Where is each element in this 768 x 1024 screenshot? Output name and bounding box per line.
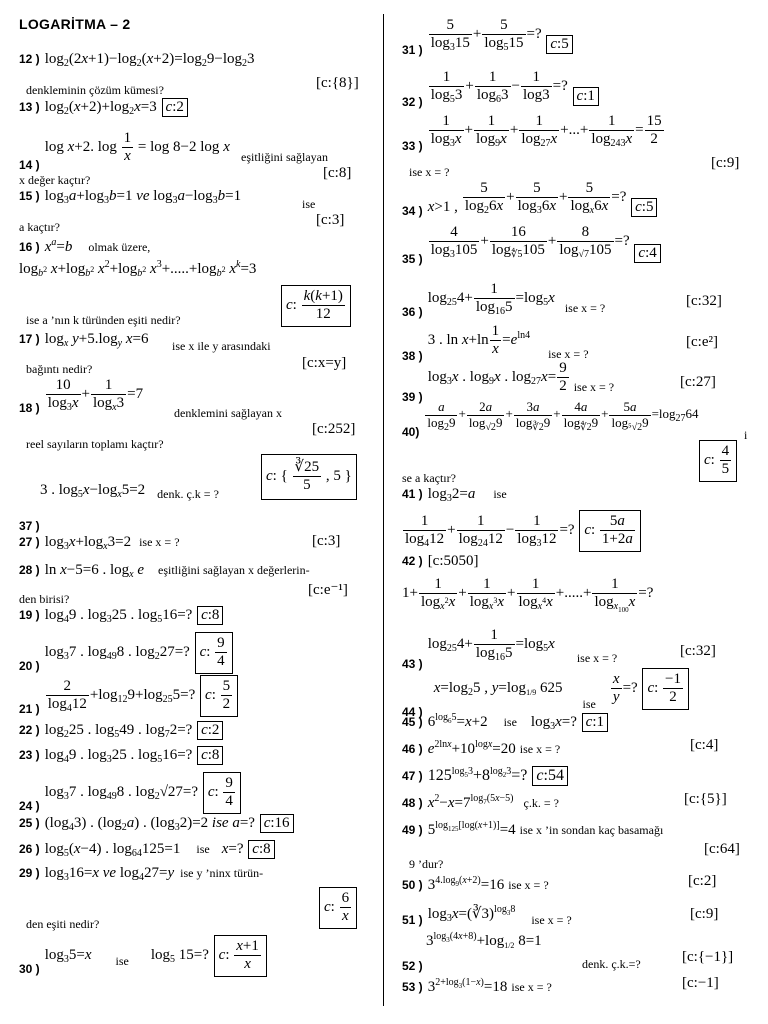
tail-40: i <box>744 428 748 442</box>
mid-53: ise x = ? <box>511 980 552 994</box>
problem-number: 25 ) <box>19 816 40 830</box>
answer-48: [c:{5}] <box>684 791 727 807</box>
mid-28: eşitliğini sağlayan x değerlerin- <box>158 563 310 577</box>
mid-49: ise x ’in sondan kaç basamağı <box>519 823 664 837</box>
note-14: x değer kaçtır? <box>19 173 91 187</box>
problem-21: 21 ) $\frac{2}{\log_412}$ $+\log_{12}9+\log_{25}5=$? c: $\frac{5}{2}$ <box>19 675 239 717</box>
answer-51: [c:9] <box>690 906 719 922</box>
problem-52-number: 52 ) <box>402 959 423 973</box>
problem-20: 20 ) $\log_37$ . $\log_{49}8$ . $\log_227=$? c: $\frac{9}{4}$ <box>19 632 234 674</box>
problem-26: 26 ) $\log_5(x-4)$ . $\log_{64}125=1$ ise x=? c:8 <box>19 840 276 859</box>
problem-number: 48 ) <box>402 796 423 810</box>
mid-27: ise x = ? <box>139 535 180 549</box>
problem-37-number: 37 ) <box>19 519 40 533</box>
note-17: bağıntı nedir? <box>26 362 93 376</box>
problem-number: 22 ) <box>19 723 40 737</box>
problem-number: 19 ) <box>19 608 40 622</box>
problem-52: $3^{log_3(4x+8)}+\log_{1/2}$ 8=1 <box>426 931 542 950</box>
answer-50: [c:2] <box>688 873 717 889</box>
problem-35: 35 ) $\frac{4}{\log_3105}$ + $\frac{16}{\log_{∜5}105}$ + $\frac{8}{\log_{√7}105}$ =? c:4 <box>402 224 662 266</box>
mid-16: olmak üzere, <box>88 240 151 254</box>
problem-number: 42 ) <box>402 554 423 568</box>
problem-45: 45 ) $6^{log_65}=x+2$ ise $\log_3x=$? c:1 <box>402 713 609 732</box>
problem-number: 31 ) <box>402 43 423 58</box>
problem-number: 41 ) <box>402 487 423 501</box>
problem-34: 34 ) x>1 , $\frac{5}{\log_26x}$ + $\frac{5}{\log_36x}$ + $\frac{5}{\log_x6x}$ =? c:5 <box>402 180 658 218</box>
problem-25: 25 ) $(\log_43)$ . $(\log_2a)$ . $(\log_32)=2$ ise a=? c:16 <box>19 814 295 833</box>
problem-27: 27 ) $\log_3x+\log_x3=2$ ise x = ? <box>19 534 180 552</box>
problem-number: 38 ) <box>402 349 423 364</box>
problem-41: 41 ) $\log_32=a$ ise <box>402 486 507 504</box>
answer-40: c: $\frac{4}{5}$ <box>698 440 738 482</box>
page-title: LOGARİTMA – 2 <box>19 16 131 32</box>
note-28: den birisi? <box>19 592 70 606</box>
problem-number: 18 ) <box>19 401 40 416</box>
answer-16: c: $\frac{k(k+1)}{12}$ <box>280 285 352 327</box>
note-49: 9 ’dur? <box>409 857 444 871</box>
problem-number: 27 ) <box>19 535 40 549</box>
problem-22: 22 ) $\log_225$ . $\log_549$ . $\log_72=$? c:2 <box>19 721 224 740</box>
problem-number: 16 ) <box>19 240 40 254</box>
problem-50: 50 ) $3^{4.log_9(x+2)}=16$ ise x = ? <box>402 875 549 893</box>
problem-13: 13 ) $\log_2(x+2)+\log_2x=3$ c:2 <box>19 98 189 117</box>
mid-14: eşitliğini sağlayan <box>241 150 328 164</box>
problem-number: 28 ) <box>19 563 40 577</box>
answer-28: [c:e⁻¹] <box>308 582 348 598</box>
problem-53: 53 ) $3^{2+log_3(1-x)}=18$ ise x = ? <box>402 977 552 995</box>
problem-44: 44 ) $x=\log_25$ , $y=\log_{1/9}$ 625 $_{ise}$ $\frac{x}{y}$ =? c: $\frac{-1}{2}$ <box>402 668 690 719</box>
mid-37: denk. ç.k = ? <box>157 487 219 501</box>
answer-36: [c:32] <box>686 293 722 309</box>
problem-number: 26 ) <box>19 842 40 856</box>
note-29: den eşiti nedir? <box>26 917 100 931</box>
problem-16-line2: $\log_{b^2} x+\log_{b^2}$ $x^2+\log_{b^2}$ $x^3+.....+\log_{b^2}$ $x^k=3$ <box>19 259 257 279</box>
problem-31: 31 ) $\frac{5}{\log_315}$ + $\frac{5}{\log_515}$ =? c:5 <box>402 17 574 57</box>
problem-number: 24 ) <box>19 799 40 814</box>
mid-48: ç.k. = ? <box>523 796 559 810</box>
mid-45: ise <box>503 715 517 729</box>
answer-29: c: $\frac{6}{x}$ <box>318 887 358 929</box>
answer-12: [c:{8}] <box>316 75 359 91</box>
answer-33: [c:9] <box>711 155 740 171</box>
problem-number: 53 ) <box>402 980 423 994</box>
mid-15: ise <box>302 197 316 211</box>
problem-43: 43 ) $\log_{25}4+$ $\frac{1}{\log_{16}5}$ $=\log_5x$ $_{ise x = ?}$ <box>402 627 618 672</box>
problem-number: 33 ) <box>402 139 423 154</box>
problem-number: 20 ) <box>19 659 40 674</box>
problem-48: 48 ) $x^2-x=7^{log_7(5x-5)}$ ç.k. = ? <box>402 793 559 811</box>
note-16: ise a ’nın k türünden eşiti nedir? <box>26 313 181 327</box>
mid-30: ise <box>115 954 129 969</box>
problem-39: 39 ) $\log_3x$ . $\log_9x$ . $\log_{27}x=$ $\frac{9}{2}$ $_{ise x = ?}$ <box>402 360 615 405</box>
problem-32: 32 ) $\frac{1}{\log_53}$ + $\frac{1}{\log_63}$ − $\frac{1}{\log 3}$ =? c:1 <box>402 69 600 109</box>
problem-number: 50 ) <box>402 878 423 892</box>
answer-39: [c:27] <box>680 374 716 390</box>
problem-40: 40) $\frac{a}{\log_29}$ + $\frac{2a}{\log_{√2}9}$ + $\frac{3a}{\log_{∛2}9}$ + $\frac{4a}{\log_{∜2}9}$ + $\frac{5a}{\log_{^5√2}9}$ $=\log_{27}64$ <box>402 399 699 440</box>
problem-number: 30 ) <box>19 962 40 977</box>
mid-52: denk. ç.k.=? <box>582 957 641 971</box>
problem-number: 15 ) <box>19 189 40 203</box>
problem-number: 39 ) <box>402 390 423 405</box>
note-33: ise x = ? <box>409 165 450 179</box>
answer-49: [c:64] <box>704 841 740 857</box>
problem-41-line2: $\frac{1}{\log_412}$ + $\frac{1}{\log_{24}12}$ − $\frac{1}{\log_312}$ =? c: $\frac{5a}{1+2a}$ <box>402 510 642 552</box>
problem-33: 33 ) $\frac{1}{\log_3x}$ + $\frac{1}{\log_9x}$ + $\frac{1}{\log_{27}x}$ +...+ $\frac{1}{\log_{243}x}$ = $\frac{15}{2}$ <box>402 113 662 154</box>
problem-42-line2: 1+ $\frac{1}{\log_{x^2}x}$ + $\frac{1}{\log_{x^3}x}$ + $\frac{1}{\log_{x^4}x}$ +.....+ $\frac{1}{\log_{x_{100}}x}$ =? <box>402 576 654 615</box>
problem-number: 17 ) <box>19 332 40 346</box>
problem-12: 12 ) $\log_2(2x+1)-\log_2(x+2)=\log_29-\log_23$ <box>19 51 255 69</box>
problem-number: 45 ) <box>402 715 423 729</box>
mid-44: ise <box>582 697 596 712</box>
problem-number: 47 ) <box>402 769 423 783</box>
answer-43: [c:32] <box>680 643 716 659</box>
problem-17: 17 ) $\log_x y+5.\log_y$ x=6 <box>19 331 149 349</box>
mid-50: ise x = ? <box>508 878 549 892</box>
problem-number: 51 ) <box>402 913 423 927</box>
problem-number: 12 ) <box>19 52 40 66</box>
mid-39: ise x = ? <box>573 380 615 395</box>
mid-17: ise x ile y arasındaki <box>172 339 271 353</box>
problem-number: 29 ) <box>19 866 40 880</box>
note-40: se a kaçtır? <box>402 471 456 485</box>
mid-18: denklemini sağlayan x <box>174 406 282 420</box>
problem-24: 24 ) $\log_37$ . $\log_{49}8$ . $\log_2√27=$? c: $\frac{9}{4}$ <box>19 772 242 814</box>
problem-36: 36 ) $\log_{25}4+$ $\frac{1}{\log_{16}5}$ $=\log_5x$ $_{ise x = ?}$ <box>402 281 606 320</box>
problem-42 <box>402 552 479 570</box>
problem-23: 23 ) $\log_49$ . $\log_325$ . $\log_516=$? c:8 <box>19 746 224 765</box>
mid-46: ise x = ? <box>519 742 561 756</box>
problem-number: 23 ) <box>19 748 40 762</box>
note-12: denkleminin çözüm kümesi? <box>26 83 164 97</box>
problem-number: 34 ) <box>402 204 423 219</box>
answer-17: [c:x=y] <box>302 355 347 371</box>
answer-15: [c:3] <box>316 212 345 228</box>
answer-46: [c:4] <box>690 737 719 753</box>
problem-49: 49 ) $5^{log_{125}[log(x+1)]}=4$ ise x ’in sondan kaç basamağı <box>402 820 664 838</box>
problem-15: 15 ) $\log_3a+\log_3b=1$ ve $\log_3a-\log_3b=1$ <box>19 188 242 206</box>
answer-14: [c:8] <box>323 165 352 181</box>
problem-number: 44 ) <box>402 705 423 720</box>
answer-52: [c:{−1}] <box>682 949 734 965</box>
answer-37: c: { $\frac{∛25}{5}$ , 5 } <box>260 454 358 500</box>
problem-19: 19 ) $\log_49$ . $\log_325$ . $\log_516=$? c:8 <box>19 606 224 625</box>
problem-number: 14 ) <box>19 158 40 173</box>
mid-36: ise x = ? <box>564 301 606 316</box>
problem-47: 47 ) $125^{log_53}+8^{log_23}=$? c:54 <box>402 766 569 786</box>
mid-38: ise x = ? <box>548 347 589 362</box>
problem-number: 49 ) <box>402 823 423 837</box>
mid-41: ise <box>493 487 507 501</box>
answer-38: [c:e²] <box>686 334 718 350</box>
problem-number: 13 ) <box>19 100 40 114</box>
problem-number: 21 ) <box>19 702 40 717</box>
problem-51: 51 ) $\log_3x=(∛3)^{log_38}$ $_{ise x = ?}$ <box>402 904 572 927</box>
problem-18: 18 ) $\frac{10}{\log_3x}$ + $\frac{1}{\log_x3}$ =7 <box>19 377 144 416</box>
note-15: a kaçtır? <box>19 220 60 234</box>
problem-number: 36 ) <box>402 305 423 320</box>
answer-42: [c:5050] <box>427 553 479 569</box>
problem-number: 46 ) <box>402 742 423 756</box>
answer-27: [c:3] <box>312 533 341 549</box>
problem-46: 46 ) $e^{2lnx}+10^{logx}=20$ ise x = ? <box>402 739 561 757</box>
problem-30: 30 ) $\log_35=x$ $_{ise}$ $\log_5 15=$? c: $\frac{x+1}{x}$ <box>19 935 268 977</box>
mid-51: ise x = ? <box>531 913 572 927</box>
problem-28: 28 ) ln x−5=6 . $\log_x e$ eşitliğini sağlayan x değerlerin- <box>19 562 310 580</box>
answer-53: [c:−1] <box>682 975 719 991</box>
problem-38: 38 ) 3 . ln x+ln $\frac{1}{x}$ $=e^{ln4}$ $_{ise x = ?}$ <box>402 323 589 364</box>
mid-29: ise y ’ninx türün- <box>180 866 264 880</box>
answer-18: [c:252] <box>312 421 356 437</box>
note-18: reel sayıların toplamı kaçtır? <box>26 437 164 451</box>
problem-37: 3 . $\log_5x-\log_x5=2$ $_{denk. ç.k = ?}$ <box>40 482 219 501</box>
mid-26: ise <box>196 842 210 856</box>
problem-number: 40) <box>402 425 420 440</box>
problem-number: 32 ) <box>402 95 423 110</box>
problem-number: 35 ) <box>402 252 423 267</box>
problem-number: 43 ) <box>402 657 423 672</box>
column-divider <box>383 14 384 1006</box>
problem-29: 29 ) $\log_316=x$ ve $\log_427=y$ ise y ’ninx türün- <box>19 865 264 883</box>
mid-43: ise x = ? <box>576 651 618 666</box>
problem-14: 14 ) log x+2. log $\frac{1}{x}$ = log 8−2 log x <box>19 130 230 173</box>
problem-16: 16 ) $x^a=b$ olmak üzere, <box>19 237 151 255</box>
